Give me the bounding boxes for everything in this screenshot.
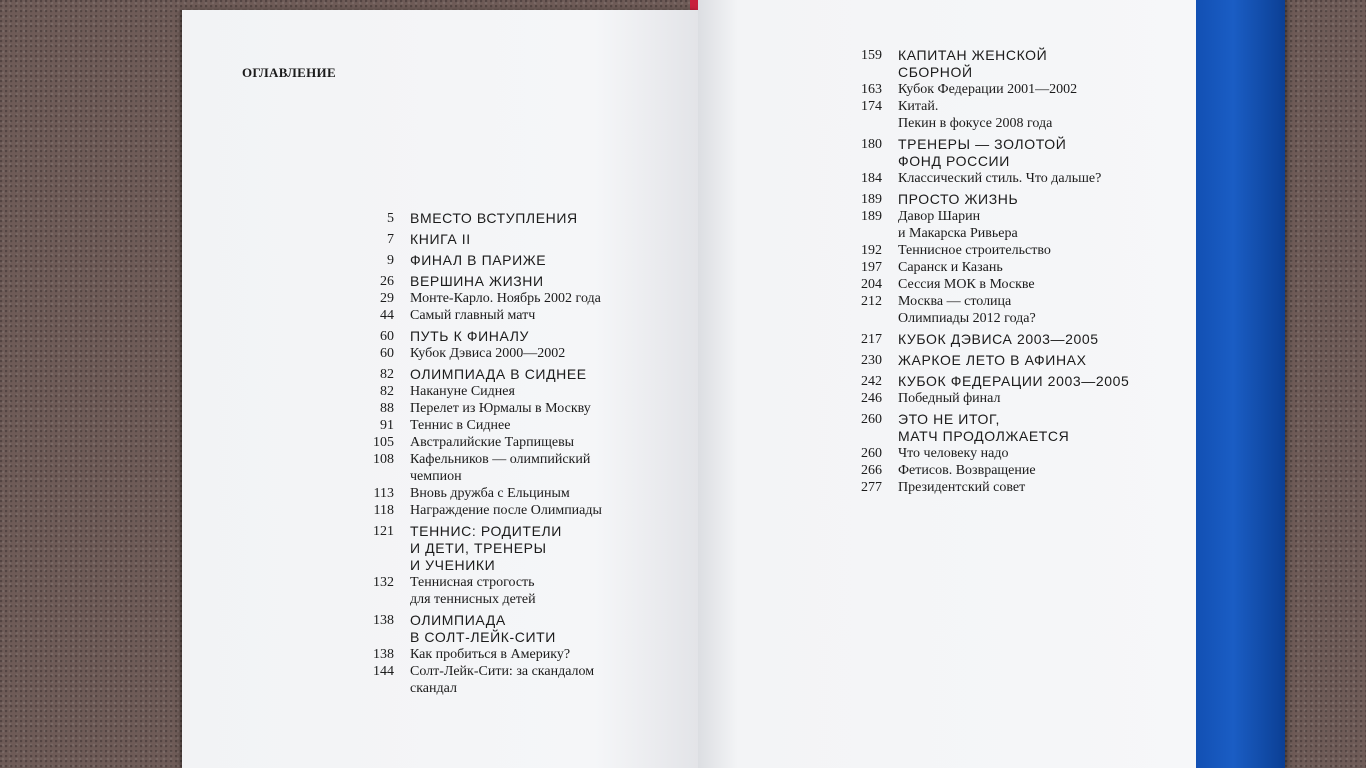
toc-section-title <box>410 646 570 663</box>
toc-section-title <box>898 81 1077 98</box>
toc-chapter-title <box>898 136 1066 170</box>
toc-title-line: ТРЕНЕРЫ — ЗОЛОТОЙ <box>898 136 1067 152</box>
toc-section-title <box>410 400 591 417</box>
toc-title-line: Китай. <box>898 99 939 114</box>
toc-title-line: Сессия МОК в Москве <box>898 277 1035 292</box>
toc-page-number: 5 <box>387 211 394 226</box>
toc-title-line: ТЕННИС: РОДИТЕЛИ <box>410 523 562 539</box>
toc-entry <box>840 276 1170 293</box>
toc-section-title <box>898 445 1008 462</box>
toc-title-line: ОЛИМПИАДА <box>410 612 506 628</box>
toc-section-title <box>410 663 594 697</box>
toc-entry <box>352 273 692 290</box>
toc-section-title <box>898 479 1025 496</box>
toc-chapter-title <box>898 373 1129 390</box>
toc-title-line: ОЛИМПИАДА В СИДНЕЕ <box>410 366 587 382</box>
toc-title-line: Теннисная строгость <box>410 575 535 590</box>
toc-entry <box>352 485 692 502</box>
toc-title-line: чемпион <box>410 469 462 484</box>
toc-title-line: Монте-Карло. Ноябрь 2002 года <box>410 291 601 306</box>
toc-title-line: Теннис в Сиднее <box>410 418 511 433</box>
toc-page-number: 138 <box>373 647 394 662</box>
toc-chapter-title <box>898 352 1087 369</box>
toc-page-number: 180 <box>861 137 882 152</box>
toc-page-number: 212 <box>861 294 882 309</box>
toc-entry <box>840 352 1170 369</box>
toc-chapter-title <box>410 273 544 290</box>
toc-entry <box>352 345 692 362</box>
toc-title-line: Фетисов. Возвращение <box>898 463 1036 478</box>
toc-title-line: Классический стиль. Что дальше? <box>898 171 1102 186</box>
toc-title-line: Теннисное строительство <box>898 243 1051 258</box>
toc-page-number: 138 <box>373 613 394 628</box>
toc-section-title <box>410 434 574 451</box>
toc-entry <box>352 210 692 227</box>
toc-entry <box>352 612 692 646</box>
toc-entry <box>352 434 692 451</box>
toc-heading: ОГЛАВЛЕНИЕ <box>242 65 336 80</box>
toc-entry <box>840 242 1170 259</box>
toc-title-line: Перелет из Юрмалы в Москву <box>410 401 591 416</box>
toc-section-title <box>898 170 1101 187</box>
toc-entry <box>352 366 692 383</box>
toc-entry <box>352 646 692 663</box>
toc-title-line: В СОЛТ-ЛЕЙК-СИТИ <box>410 629 556 645</box>
toc-title-line: ЭТО НЕ ИТОГ, <box>898 411 1000 427</box>
toc-title-line: Давор Шарин <box>898 209 981 224</box>
toc-title-line: Победный финал <box>898 391 1001 406</box>
toc-page-number: 29 <box>380 291 394 306</box>
toc-section-title <box>898 293 1036 327</box>
toc-page-number: 26 <box>380 274 394 289</box>
toc-section-title <box>898 98 1052 132</box>
toc-page-number: 204 <box>861 277 882 292</box>
toc-entry <box>840 411 1170 445</box>
toc-entry <box>352 307 692 324</box>
toc-chapter-title <box>898 331 1099 348</box>
toc-page-number: 118 <box>373 503 394 518</box>
toc-title-line: ВЕРШИНА ЖИЗНИ <box>410 273 544 289</box>
toc-title-line: Накануне Сиднея <box>410 384 515 399</box>
toc-chapter-title <box>410 612 556 646</box>
toc-page-number: 88 <box>380 401 394 416</box>
toc-page-number: 266 <box>861 463 882 478</box>
toc-section-title <box>410 307 535 324</box>
toc-page-number: 260 <box>861 446 882 461</box>
toc-page-number: 197 <box>861 260 882 275</box>
toc-title-line: КУБОК ФЕДЕРАЦИИ 2003—2005 <box>898 373 1130 389</box>
toc-title-line: Кафельников — олимпийский <box>410 452 591 467</box>
toc-section-title <box>410 574 536 608</box>
toc-page-number: 105 <box>373 435 394 450</box>
toc-entry <box>352 383 692 400</box>
toc-entry <box>840 136 1170 170</box>
toc-section-title <box>898 259 1003 276</box>
toc-page-number: 121 <box>373 524 394 539</box>
toc-page-number: 174 <box>861 99 882 114</box>
toc-title-line: для теннисных детей <box>410 592 536 607</box>
toc-page-number: 108 <box>373 452 394 467</box>
toc-entry <box>352 523 692 574</box>
toc-title-line: ЖАРКОЕ ЛЕТО В АФИНАХ <box>898 352 1087 368</box>
toc-entry <box>840 373 1170 390</box>
toc-title-line: Вновь дружба с Ельциным <box>410 486 570 501</box>
toc-chapter-title <box>898 191 1018 208</box>
toc-page-number: 9 <box>387 253 394 268</box>
toc-page-number: 60 <box>380 329 394 344</box>
toc-title-line: СБОРНОЙ <box>898 64 973 80</box>
toc-page-number: 260 <box>861 412 882 427</box>
toc-page-number: 44 <box>380 308 394 323</box>
toc-section-title <box>410 290 601 307</box>
toc-title-line: МАТЧ ПРОДОЛЖАЕТСЯ <box>898 428 1070 444</box>
toc-entry <box>840 390 1170 407</box>
toc-title-line: Пекин в фокусе 2008 года <box>898 116 1053 131</box>
toc-section-title <box>410 451 590 485</box>
toc-title-line: Кубок Дэвиса 2000—2002 <box>410 346 566 361</box>
toc-page-number: 82 <box>380 367 394 382</box>
toc-title-line: КАПИТАН ЖЕНСКОЙ <box>898 47 1048 63</box>
toc-chapter-title <box>410 328 529 345</box>
toc-entry <box>840 191 1170 208</box>
toc-title-line: и Макарска Ривьера <box>898 226 1018 241</box>
toc-page-number: 217 <box>861 332 882 347</box>
toc-page-number: 113 <box>373 486 394 501</box>
toc-entry <box>352 417 692 434</box>
toc-entry <box>840 98 1170 132</box>
toc-chapter-title <box>410 210 578 227</box>
toc-entry <box>352 502 692 519</box>
toc-page-number: 144 <box>373 664 394 679</box>
toc-entry <box>840 259 1170 276</box>
toc-page-number: 189 <box>861 192 882 207</box>
toc-entry <box>352 400 692 417</box>
toc-title-line: ПРОСТО ЖИЗНЬ <box>898 191 1019 207</box>
toc-entry <box>840 208 1170 242</box>
toc-page-number: 189 <box>861 209 882 224</box>
toc-title-line: Самый главный матч <box>410 308 536 323</box>
toc-page-number: 82 <box>380 384 394 399</box>
toc-entry <box>840 293 1170 327</box>
toc-section-title <box>898 462 1036 479</box>
toc-chapter-title <box>898 47 1047 81</box>
toc-title-line: Олимпиады 2012 года? <box>898 311 1036 326</box>
toc-chapter-title <box>898 411 1069 445</box>
toc-page-number: 60 <box>380 346 394 361</box>
toc-entry <box>840 462 1170 479</box>
toc-page-number: 184 <box>861 171 882 186</box>
toc-entry <box>352 252 692 269</box>
toc-entry <box>840 479 1170 496</box>
toc-entry <box>840 81 1170 98</box>
toc-section-title <box>898 242 1051 259</box>
toc-chapter-title <box>410 523 562 574</box>
toc-page-number: 163 <box>861 82 882 97</box>
toc-title-line: скандал <box>410 681 457 696</box>
toc-title-line: Кубок Федерации 2001—2002 <box>898 82 1078 97</box>
toc-title-line: Солт-Лейк-Сити: за скандалом <box>410 664 595 679</box>
toc-section-title <box>898 208 1018 242</box>
toc-title-line: ВМЕСТО ВСТУПЛЕНИЯ <box>410 210 578 226</box>
toc-entry <box>840 445 1170 462</box>
toc-page-number: 159 <box>861 48 882 63</box>
toc-page-number: 192 <box>861 243 882 258</box>
toc-entry <box>840 331 1170 348</box>
toc-title-line: Австралийские Тарпищевы <box>410 435 575 450</box>
toc-section-title <box>898 390 1000 407</box>
toc-page-number: 242 <box>861 374 882 389</box>
toc-title-line: ФОНД РОССИИ <box>898 153 1010 169</box>
toc-section-title <box>410 383 515 400</box>
toc-title-line: Что человеку надо <box>898 446 1009 461</box>
toc-title-line: Награждение после Олимпиады <box>410 503 602 518</box>
toc-entry <box>352 663 692 697</box>
toc-title-line: Москва — столица <box>898 294 1012 309</box>
toc-section-title <box>410 417 510 434</box>
toc-entry <box>352 231 692 248</box>
toc-title-line: Саранск и Казань <box>898 260 1003 275</box>
toc-chapter-title <box>410 252 546 269</box>
toc-title-line: И УЧЕНИКИ <box>410 557 496 573</box>
toc-entry <box>352 451 692 485</box>
toc-page-number: 277 <box>861 480 882 495</box>
toc-section-title <box>410 502 602 519</box>
toc-title-line: КУБОК ДЭВИСА 2003—2005 <box>898 331 1099 347</box>
toc-title-line: И ДЕТИ, ТРЕНЕРЫ <box>410 540 547 556</box>
toc-entry <box>352 290 692 307</box>
toc-section-title <box>898 276 1035 293</box>
toc-entry <box>840 170 1170 187</box>
toc-section-title <box>410 485 570 502</box>
toc-chapter-title <box>410 366 587 383</box>
toc-title-line: КНИГА II <box>410 231 471 247</box>
toc-page-number: 7 <box>387 232 394 247</box>
toc-title-line: ПУТЬ К ФИНАЛУ <box>410 328 529 344</box>
toc-page-number: 132 <box>373 575 394 590</box>
toc-title-line: Президентский совет <box>898 480 1026 495</box>
toc-title-line: ФИНАЛ В ПАРИЖЕ <box>410 252 547 268</box>
toc-chapter-title <box>410 231 471 248</box>
toc-left-column <box>352 206 692 697</box>
toc-page-number: 230 <box>861 353 882 368</box>
toc-right-column <box>840 43 1170 496</box>
toc-entry <box>840 47 1170 81</box>
toc-page-number: 246 <box>861 391 882 406</box>
toc-entry <box>352 574 692 608</box>
toc-entry <box>352 328 692 345</box>
toc-page-number: 91 <box>380 418 394 433</box>
toc-section-title <box>410 345 565 362</box>
toc-title-line: Как пробиться в Америку? <box>410 647 571 662</box>
